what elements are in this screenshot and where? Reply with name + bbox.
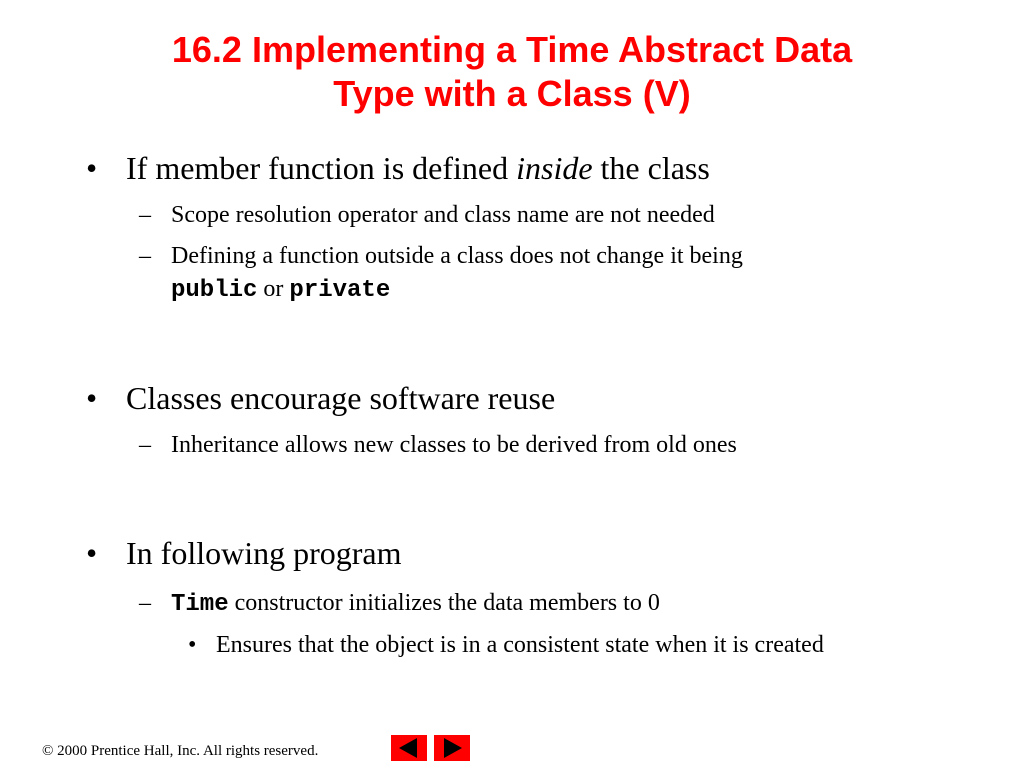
code-private: private <box>289 277 391 304</box>
slide-title <box>0 28 1024 116</box>
code-time: Time <box>171 591 229 618</box>
sub-bullet-marker: – <box>139 202 151 228</box>
bullet-1-sub-2-continuation <box>171 273 390 307</box>
bullet-1-text-italic: inside <box>516 150 593 186</box>
bullet-3-sub-1 <box>139 587 660 621</box>
copyright-footer: © 2000 Prentice Hall, Inc. All rights reserved. <box>42 743 319 759</box>
next-slide-button[interactable] <box>434 735 470 761</box>
right-arrow-icon <box>434 735 470 761</box>
bullet-3 <box>86 534 402 572</box>
bullet-1-sub-2-text: Defining a function outside a class does not change it being <box>171 243 743 269</box>
bullet-marker: • <box>86 150 98 186</box>
sub-bullet-marker: – <box>139 432 151 458</box>
bullet-1-text-before: If member function is defined <box>126 150 517 186</box>
left-arrow-icon <box>391 735 427 761</box>
code-public: public <box>171 277 258 304</box>
bullet-marker: • <box>86 380 98 416</box>
continuation-or: or <box>257 276 290 302</box>
previous-slide-button[interactable] <box>391 735 427 761</box>
bullet-2-sub-1 <box>139 429 737 461</box>
sub-sub-bullet-marker: • <box>188 632 197 658</box>
bullet-marker: • <box>86 535 98 571</box>
bullet-3-text: In following program <box>126 535 402 571</box>
bullet-1-sub-2 <box>139 240 743 272</box>
bullet-3-sub-1-sub-1-text: Ensures that the object is in a consistent state when it is created <box>216 632 824 658</box>
bullet-2 <box>86 379 555 417</box>
slide-title-line-2: Type with a Class (V) <box>333 73 691 114</box>
bullet-1 <box>86 149 710 187</box>
bullet-3-sub-1-text: constructor initializes the data members to 0 <box>228 590 660 616</box>
bullet-1-sub-1 <box>139 199 715 231</box>
bullet-2-text: Classes encourage software reuse <box>126 380 556 416</box>
bullet-2-sub-1-text: Inheritance allows new classes to be derived from old ones <box>171 432 737 458</box>
sub-bullet-marker: – <box>139 590 151 616</box>
slide-title-line-1: 16.2 Implementing a Time Abstract Data <box>171 29 853 70</box>
bullet-3-sub-1-sub-1 <box>188 629 824 661</box>
sub-bullet-marker: – <box>139 243 151 269</box>
bullet-1-text-after: the class <box>592 150 710 186</box>
bullet-1-sub-1-text: Scope resolution operator and class name are not needed <box>171 202 715 228</box>
